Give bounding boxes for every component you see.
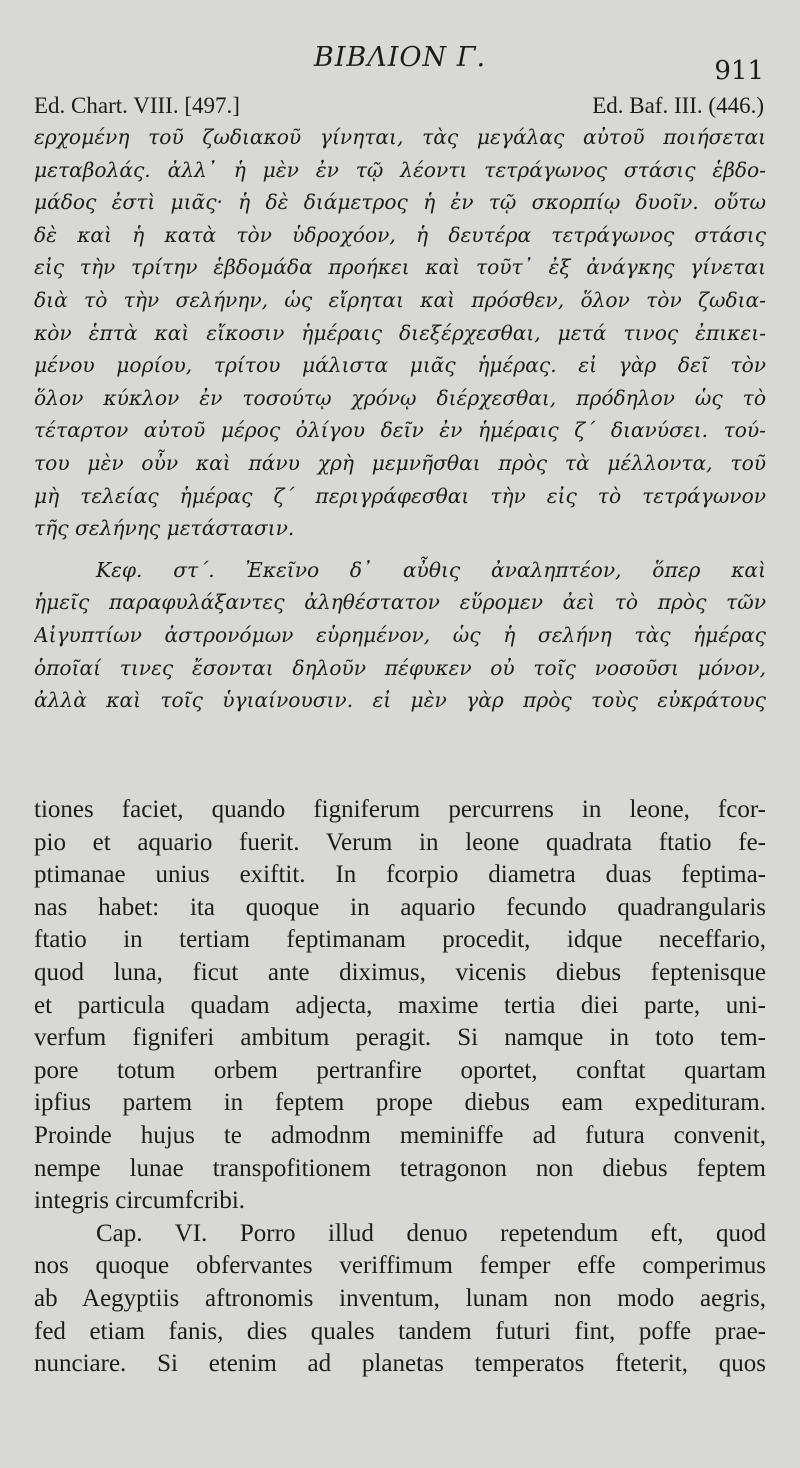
greek-line: τῆς σελήνης μετάστασιν. (34, 516, 295, 541)
latin-line: ab Aegyptiis aftronomis inventum, lunam non modo aegris, (34, 1284, 766, 1312)
latin-line: integris circumfcribi. (34, 1187, 246, 1215)
latin-line: nas habet: ita quoque in aquario fecundo quadrangularis (34, 893, 766, 921)
greek-line: μεταβολάς. ἀλλ᾽ ἡ μὲν ἐν τῷ λέοντι τετράγωνος στάσις ἑβδο- (34, 157, 766, 182)
latin-line: fed etiam fanis, dies quales tandem futuri fint, poffe prae- (34, 1317, 766, 1345)
greek-line: του μὲν οὖν καὶ πάνυ χρὴ μεμνῆσθαι πρὸς τὰ μέλλοντα, τοῦ (34, 450, 766, 475)
running-head-title: ΒΙΒΛΙΟΝ Γ. (313, 42, 487, 73)
latin-line: nempe lunae transpofitionem tetragonon non diebus feptem (34, 1154, 766, 1182)
greek-line: ἀλλὰ καὶ τοῖς ὑγιαίνουσιν. εἰ μὲν γὰρ πρὸς τοὺς εὐκράτους (34, 688, 766, 713)
latin-text-block (34, 794, 766, 1381)
greek-line: τέταρτον αὐτοῦ μέρος ὀλίγου δεῖν ἐν ἡμέραις ζ΄ διανύσει. τού- (34, 418, 766, 443)
greek-line: Αἰγυπτίων ἀστρονόμων εὑρημένον, ὡς ἡ σελήνη τὰς ἡμέρας (34, 622, 766, 647)
greek-line: διὰ τὸ τὴν σελήνην, ὡς εἴρηται καὶ πρόσθεν, ὅλον τὸν ζωδια- (34, 287, 766, 312)
latin-line: ipfius partem in feptem prope diebus eam expedituram. (34, 1089, 766, 1117)
greek-line: κὸν ἑπτὰ καὶ εἴκοσιν ἡμέραις διεξέρχεσθαι, μετά τινος ἐπικει- (34, 320, 766, 345)
latin-line: ptimanae unius exiftit. In fcorpio diametra duas feptima- (34, 861, 766, 889)
latin-chapter-heading-line: Cap. VI. Porro illud denuo repetendum eft, quod (96, 1219, 766, 1247)
greek-chapter-heading-line: Κεφ. στ΄. Ἐκεῖνο δ᾽ αὖθις ἀναληπτέον, ὅπερ καὶ (96, 557, 766, 582)
latin-line: pore totum orbem pertranfire oportet, conftat quartam (34, 1056, 766, 1084)
latin-line: et particula quadam adjecta, maxime tertia diei parte, uni- (34, 991, 766, 1019)
greek-line: ὅλον κύκλον ἐν τοσούτῳ χρόνῳ διέρχεσθαι, πρόδηλον ὡς τὸ (34, 385, 766, 410)
latin-line: pio et aquario fuerit. Verum in leone quadrata ftatio fe- (34, 828, 766, 856)
edition-reference-basel: Ed. Baf. III. (446.) (592, 93, 764, 118)
page-number: 911 (714, 56, 764, 86)
greek-line: μάδος ἐστὶ μιᾶς· ἡ δὲ διάμετρος ἡ ἐν τῷ σκορπίῳ δυοῖν. οὕτω (34, 190, 766, 215)
greek-line: μένου μορίου, τρίτου μάλιστα μιᾶς ἡμέρας. εἰ γὰρ δεῖ τὸν (34, 353, 766, 378)
greek-line: εἰς τὴν τρίτην ἑβδομάδα προήκει καὶ τοῦτ᾽ ἐξ ἀνάγκης γίνεται (34, 255, 766, 280)
latin-line: Proinde hujus te admodnm meminiffe ad futura convenit, (34, 1121, 766, 1149)
edition-reference-chart: Ed. Chart. VIII. [497.] (34, 93, 240, 118)
greek-line: μὴ τελείας ἡμέρας ζ΄ περιγράφεσθαι τὴν εἰς τὸ τετράγωνον (34, 483, 766, 508)
latin-line: ftatio in tertiam feptimanam procedit, idque neceffario, (34, 926, 766, 954)
greek-text-block (34, 121, 766, 717)
latin-line: nos quoque obfervantes veriffimum femper effe comperimus (34, 1252, 766, 1280)
greek-line: ερχομένη τοῦ ζωδιακοῦ γίνηται, τὰς μεγάλας αὐτοῦ ποιήσεται (34, 125, 766, 149)
paragraph-gap (34, 545, 766, 554)
greek-line: ἡμεῖς παραφυλάξαντες ἀληθέστατον εὕρομεν ἀεὶ τὸ πρὸς τῶν (34, 590, 766, 615)
greek-line: ὁποῖαί τινες ἔσονται δηλοῦν πέφυκεν οὐ τοῖς νοσοῦσι μόνον, (34, 655, 766, 680)
latin-line: tiones faciet, quando figniferum percurrens in leone, fcor- (34, 796, 766, 823)
latin-line: nunciare. Si etenim ad planetas temperatos fteterit, quos (34, 1350, 766, 1378)
greek-line: δὲ καὶ ἡ κατὰ τὸν ὑδροχόον, ἡ δευτέρα τετράγωνος στάσις (34, 222, 766, 247)
latin-line: verfum figniferi ambitum peragit. Si namque in toto tem- (34, 1024, 766, 1052)
latin-line: quod luna, ficut ante diximus, vicenis diebus feptenisque (34, 958, 766, 986)
